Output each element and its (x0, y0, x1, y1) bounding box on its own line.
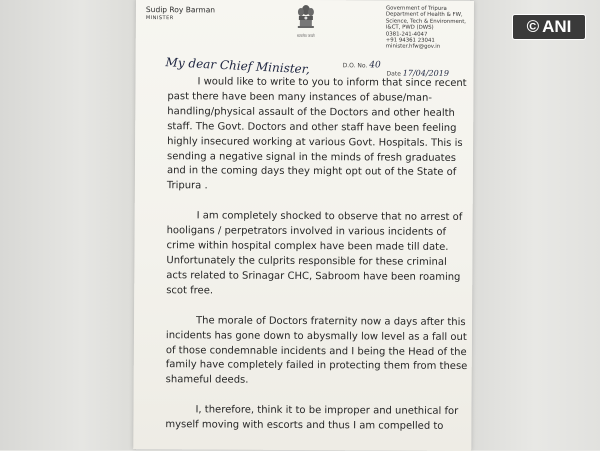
date-label: Date (386, 70, 401, 78)
body-line: incidents has gone down to abysmally low level as a fall out (165, 329, 467, 343)
reference-number (343, 60, 381, 70)
letter-body (165, 75, 467, 435)
body-line: Tripura . (166, 180, 208, 192)
department-line: +91 94361 23041 (385, 37, 435, 44)
body-line: and in the coming days they might opt out of the State of (166, 165, 457, 179)
body-line: highly insecured working at various Govt. Hospitals. This is (167, 135, 463, 149)
body-line: family have completely failed in protecting them from these (165, 359, 468, 373)
body-line: past there have been many instances of abuse/man- (167, 91, 432, 104)
body-line: I am completely shocked to observe that no arrest of (196, 210, 463, 224)
background-right (470, 0, 600, 450)
salutation: My dear Chief Minister, (165, 55, 311, 77)
body-line: sending a negative signal in the minds of fresh graduates (167, 150, 457, 164)
department-line: Science, Tech & Environment, (385, 18, 467, 25)
national-emblem-icon (296, 3, 316, 33)
body-line: hooligans / perpetrators involved in various incidents of (166, 225, 447, 239)
reference-value: 40 (369, 60, 381, 71)
body-line: myself moving with escorts and thus I am compelled to (165, 419, 444, 432)
department-line: 0381-241-4047 (385, 31, 428, 38)
body-line: I would like to write to you to inform that since recent (197, 76, 467, 89)
letter-page (133, 0, 474, 451)
department-line: Department of Health & FW, (385, 11, 463, 19)
background-left (0, 0, 136, 450)
sender-name: Sudip Roy Barman (145, 5, 216, 15)
body-line: shameful deeds. (165, 374, 249, 386)
body-line: Unfortunately the culprits responsible for these criminal (166, 255, 447, 268)
department-block (386, 5, 472, 50)
department-line: Government of Tripura (385, 5, 447, 12)
department-line: minister.hfw@gov.in (385, 43, 441, 51)
department-line: I&CT, PWD (DWS) (385, 24, 434, 32)
body-line: scot free. (166, 284, 214, 297)
watermark-text: ANI (542, 17, 572, 36)
body-line: acts related to Srinagar CHC, Sabroom have been roaming (166, 270, 461, 283)
body-line: handling/physical assault of the Doctors and other health (167, 105, 455, 119)
body-line: I, therefore, think it to be improper and unethical for (195, 404, 459, 418)
date-value: 17/04/2019 (402, 68, 449, 78)
body-line: of those condemnable incidents and I being the Head of the (165, 344, 467, 358)
emblem-motto: सत्यमेव जयते (296, 33, 315, 39)
body-line: crime within hospital complex have been made till date. (166, 240, 449, 253)
body-line: staff. The Govt. Doctors and other staff have been feeling (167, 120, 457, 134)
copyright-icon: © (526, 17, 540, 36)
body-line: The morale of Doctors fraternity now a days after this (196, 315, 466, 328)
reference-label: D.O. No. (342, 62, 368, 70)
ani-watermark (512, 14, 586, 40)
sender-block (146, 5, 215, 23)
sender-role: MINISTER (145, 15, 174, 22)
